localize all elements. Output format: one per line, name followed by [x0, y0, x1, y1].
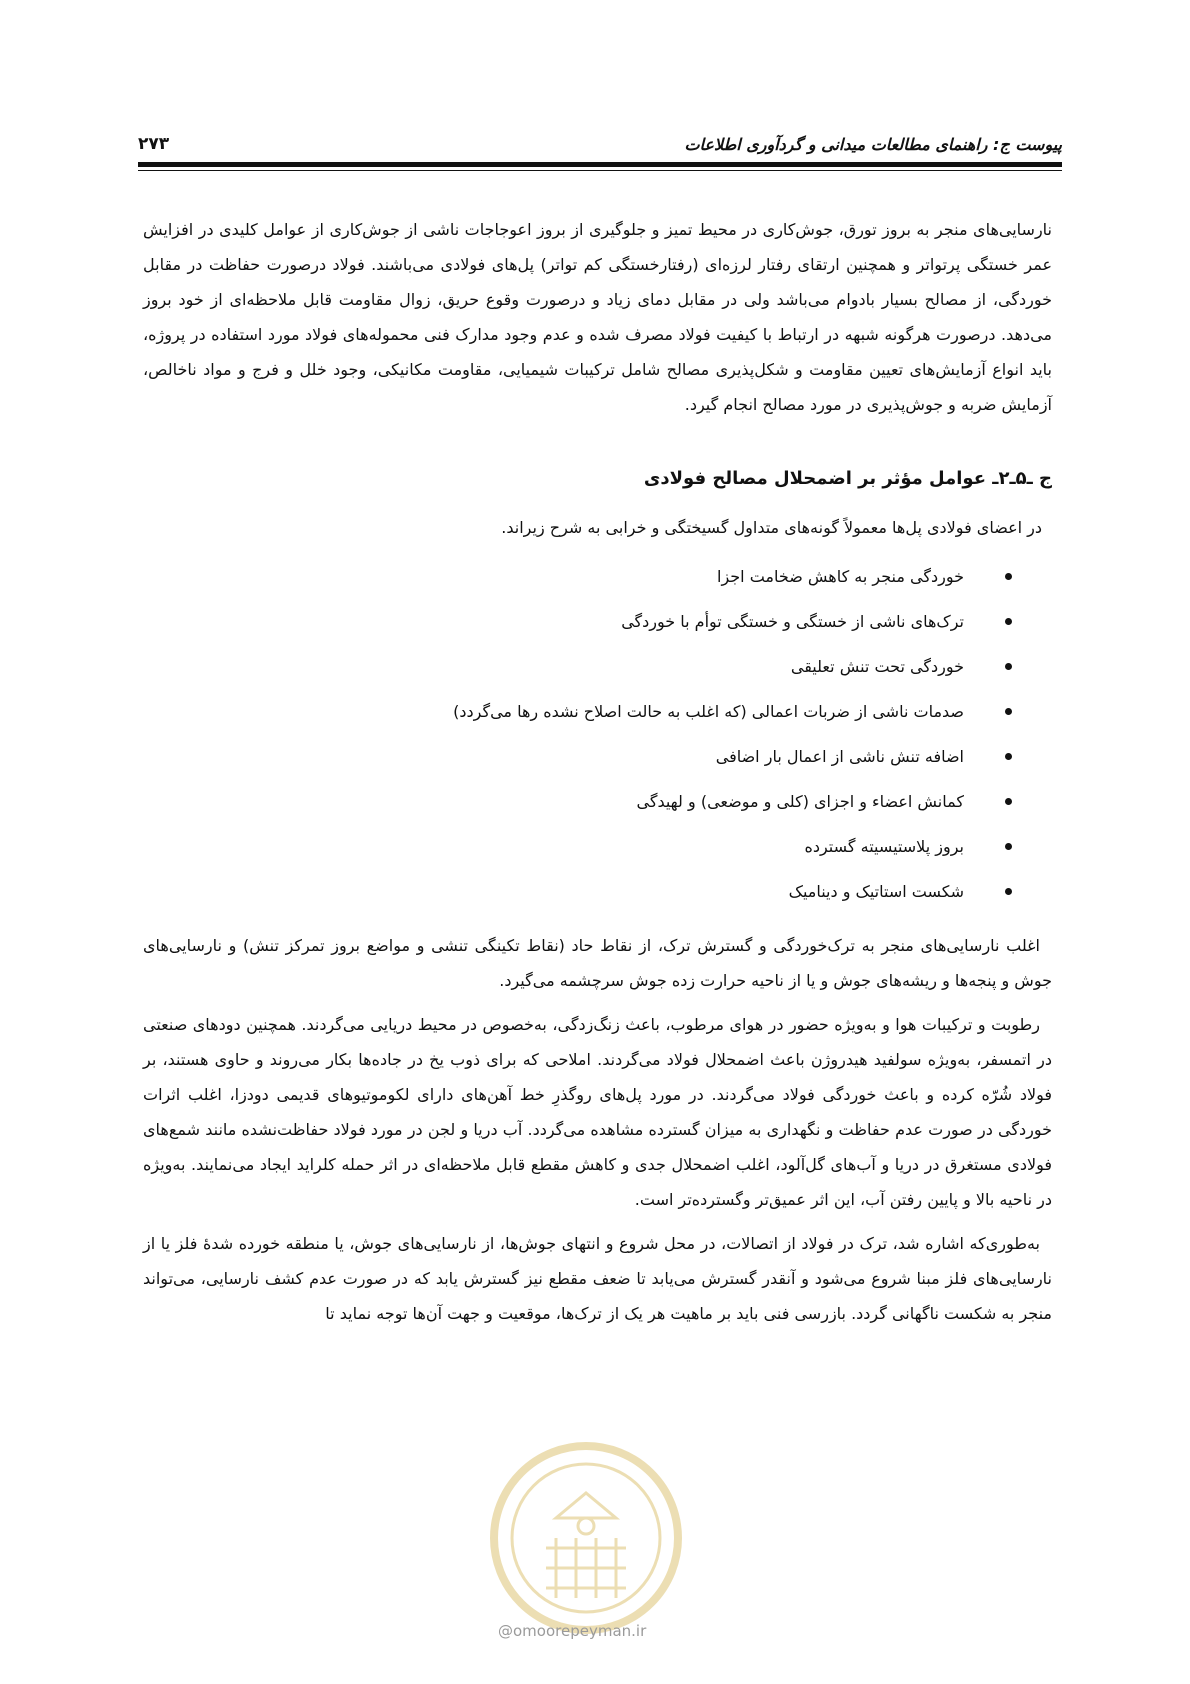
body-content [143, 212, 1052, 1340]
bullet-icon [1005, 708, 1012, 715]
list-item: کمانش اعضاء و اجزای (کلی و موضعی) و لهیدگی [143, 779, 1052, 824]
paragraph-1: نارسایی‌های منجر به بروز تورق، جوش‌کاری در محیط تمیز و جلوگیری از بروز اعوجاجات ناشی از جوش‌کاری از عوامل کلیدی در افزایش عمر خستگی پرتواتر و همچنین ارتقای رفتار لرزه‌ای (رفتارخستگی کم تواتر) پل‌های فولادی می‌باشند. فولاد درصورت حفاظت در مقابل خوردگی، از مصالح بسیار بادوام می‌باشد ولی در مقابل دمای زیاد و درصورت وقوع حریق، زوال مقاومت قابل ملاحظه‌ای از خود بروز می‌دهد. درصورت هرگونه شبهه در ارتباط با کیفیت فولاد مصرف شده و عدم وجود مدارک فنی محموله‌های فولاد مورد استفاده در پروژه، باید انواع آزمایش‌های تعیین مقاومت و شکل‌پذیری مصالح شامل ترکیبات شیمیایی، مقاومت مکانیکی، وجود خلل و فرج و مواد ناخالص، آزمایش ضربه و جوش‌پذیری در مورد مصالح انجام گیرد. [143, 220, 1052, 414]
bullet-icon [1005, 843, 1012, 850]
bullet-icon [1005, 573, 1012, 580]
list-item: صدمات ناشی از ضربات اعمالی (که اغلب به حالت اصلاح نشده رها می‌گردد) [143, 689, 1052, 734]
list-item: ترک‌های ناشی از خستگی و خستگی توأم با خوردگی [143, 599, 1052, 644]
list-item: بروز پلاستیسیته گسترده [143, 824, 1052, 869]
header-rule-thick [138, 162, 1062, 167]
watermark-text: @omoorepeyman.ir [498, 1622, 647, 1640]
paragraph-4: به‌طوری‌که اشاره شد، ترک در فولاد از اتصالات، در محل شروع و انتهای جوش‌ها، از نارسایی‌های جوش، یا منطقه خورده شدهٔ فلز یا از نارسایی‌های فلز مبنا شروع می‌شود و آنقدر گسترش می‌یابد تا ضعف مقطع نیز گسترش یابد که در صورت عدم کشف نارسایی، می‌تواند منجر به شکست ناگهانی گردد. بازرسی فنی باید بر ماهیت هر یک از ترک‌ها، موقعیت و جهت آن‌ها توجه نماید تا [143, 1234, 1052, 1323]
bullet-icon [1005, 618, 1012, 625]
bullet-icon [1005, 663, 1012, 670]
page-number: ۲۷۳ [138, 134, 170, 154]
bullet-icon [1005, 888, 1012, 895]
list-item: خوردگی منجر به کاهش ضخامت اجزا [143, 554, 1052, 599]
header-rule-thin [138, 170, 1062, 171]
intro-sentence: در اعضای فولادی پل‌ها معمولاً گونه‌های متداول گسیختگی و خرابی به شرح زیراند. [501, 518, 1042, 537]
paragraph-3: رطوبت و ترکیبات هوا و به‌ویژه حضور در هوای مرطوب، باعث زنگ‌زدگی، به‌خصوص در محیط دریایی می‌گردند. همچنین دودهای صنعتی در اتمسفر، به‌ویژه سولفید هیدروژن باعث اضمحلال فولاد می‌گردند. املاحی که برای ذوب یخ در جاده‌ها بکار می‌روند و حاوی هستند، بر فولاد شُرّه کرده و باعث خوردگی فولاد می‌گردند. در مورد پل‌های روگذرِ خط آهن‌های دارای لکوموتیوهای قدیمی دودزا، اغلب اثرات خوردگی در صورت عدم حفاظت و نگهداری به میزان گسترده مشاهده می‌گردد. آب دریا و لجن در مورد فولاد حفاظت‌نشده مانند شمع‌های فولادی مستغرق در دریا و آب‌های گل‌آلود، اغلب اضمحلال جدی و کاهش مقطع قابل ملاحظه‌ای در اثر حمله کلراید ایجاد می‌نمایند. به‌ویژه در ناحیه بالا و پایین رفتن آب، این اثر عمیق‌تر وگسترده‌تر است. [143, 1015, 1052, 1209]
list-item: اضافه تنش ناشی از اعمال بار اضافی [143, 734, 1052, 779]
section-heading: ج ـ۵ـ۲ـ عوامل مؤثر بر اضمحلال مصالح فولادی [643, 468, 1052, 489]
failure-modes-list [143, 554, 1052, 914]
list-item: خوردگی تحت تنش تعلیقی [143, 644, 1052, 689]
paragraph-2: اغلب نارسایی‌های منجر به ترک‌خوردگی و گسترش ترک، از نقاط حاد (نقاط تکینگی تنشی و مواضع بروز تمرکز تنش) و نارسایی‌های جوش و پنجه‌ها و ریشه‌های جوش و یا از ناحیه حرارت زده جوش سرچشمه می‌گیرد. [143, 936, 1052, 990]
running-title: پیوست ج: راهنمای مطالعات میدانی و گردآوری اطلاعات [684, 134, 1062, 154]
page-header [138, 128, 1062, 160]
list-item: شکست استاتیک و دینامیک [143, 869, 1052, 914]
bullet-icon [1005, 753, 1012, 760]
watermark-seal-icon [486, 1438, 686, 1638]
bullet-icon [1005, 798, 1012, 805]
